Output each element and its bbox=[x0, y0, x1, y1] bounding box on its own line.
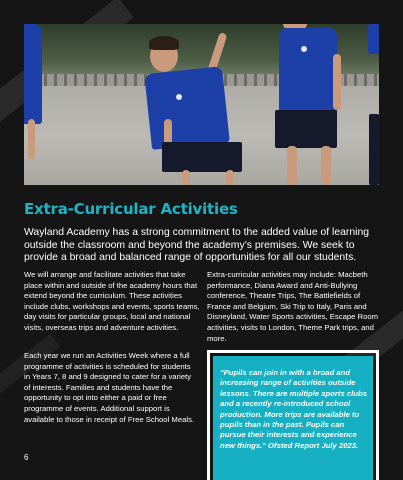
page-number: 6 bbox=[24, 453, 29, 462]
photo-student-main bbox=[142, 24, 252, 185]
students-photo bbox=[24, 24, 379, 185]
right-column-paragraph-1: Extra-curricular activities may include: Macbeth performance, Diana Award and Anti-Bullying conference, Theatre Trips, The Battlefields of France and Belgium, Ski Trip to Italy, Paris and Disneyland, Water Sports activities, Escape Room activities, visits to London, Theme Park trips, and more. bbox=[207, 270, 379, 343]
section-heading: Extra-Curricular Activities bbox=[24, 200, 238, 218]
ofsted-quote: "Pupils can join in with a broad and increasing range of activities outside lessons. There are multiple sports clubs and a recently re-introduced school production. More trips are available to pupils than in the past. Pupils can pursue their interests and experience new things." Ofsted Report July 2023. bbox=[220, 368, 367, 450]
photo-student-right bbox=[269, 24, 359, 185]
photo-student-left-edge bbox=[24, 24, 44, 185]
photo-student-far-right bbox=[364, 24, 379, 185]
left-column-paragraph-1: We will arrange and facilitate activities that take place within and outside of the academy hours that extend beyond the curriculum. These activities include clubs, workshops and events, sports teams, day visits for particular groups, local and national visits, overseas trips and adventure activities. bbox=[24, 270, 200, 332]
intro-paragraph: Wayland Academy has a strong commitment to the added value of learning outside the classroom and beyond the academy’s premises. We seek to provide a broad and balanced range of opportunities for all our students. bbox=[24, 227, 370, 264]
left-column-paragraph-2: Each year we run an Activities Week where a full programme of activities is scheduled for students in Years 7, 8 and 9 designed to cater for a variety of interests. Families and students have the opportunity to opt into either a paid or free programme of events. Additional support is available to those in receipt of Free School Meals. bbox=[24, 351, 195, 424]
